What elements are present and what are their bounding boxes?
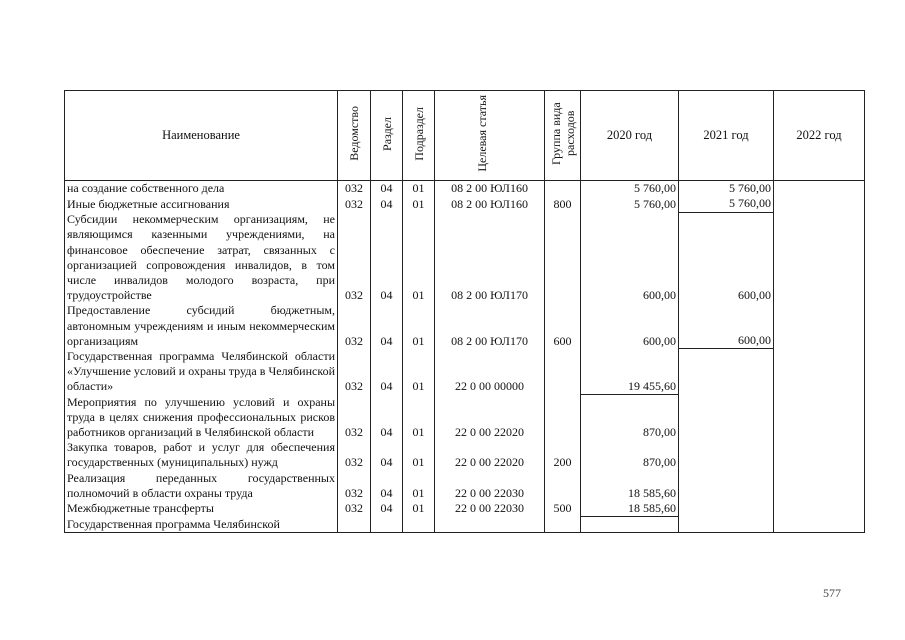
header-subsection: Подраздел — [403, 91, 435, 181]
row-2022 — [774, 303, 865, 349]
row-expense-group: 800 — [545, 196, 581, 212]
row-name: Закупка товаров, работ и услуг для обеспечения государственных (муниципальных) нужд — [65, 440, 338, 470]
row-expense-group — [545, 181, 581, 197]
table-row — [65, 501, 865, 517]
row-department: 032 — [338, 196, 371, 212]
row-department — [338, 517, 371, 533]
row-target-article: 08 2 00 ЮЛ170 — [435, 303, 545, 349]
row-name: на создание собственного дела — [65, 181, 338, 197]
row-subsection: 01 — [403, 395, 435, 441]
row-2022 — [774, 440, 865, 470]
row-section: 04 — [371, 212, 403, 303]
row-target-article: 08 2 00 ЮЛ160 — [435, 196, 545, 212]
row-section: 04 — [371, 349, 403, 395]
row-2020: 870,00 — [581, 440, 679, 470]
table-row — [65, 181, 865, 197]
row-2021: 600,00 — [679, 212, 774, 303]
row-section: 04 — [371, 303, 403, 349]
table-row — [65, 349, 865, 395]
row-2020: 5 760,00 — [581, 181, 679, 197]
table-row — [65, 440, 865, 470]
row-department: 032 — [338, 395, 371, 441]
row-2020: 600,00 — [581, 303, 679, 349]
row-subsection — [403, 517, 435, 533]
row-2021 — [679, 501, 774, 517]
row-section: 04 — [371, 501, 403, 517]
row-2020: 18 585,60 — [581, 471, 679, 501]
row-2022 — [774, 181, 865, 197]
row-department: 032 — [338, 349, 371, 395]
row-name: Предоставление субсидий бюджетным, автономным учреждениям и иным некоммерческим организациям — [65, 303, 338, 349]
row-department: 032 — [338, 181, 371, 197]
row-target-article: 22 0 00 22030 — [435, 471, 545, 501]
row-2020: 870,00 — [581, 395, 679, 441]
row-subsection: 01 — [403, 471, 435, 501]
header-name: Наименование — [65, 91, 338, 181]
row-2022 — [774, 471, 865, 501]
row-name: Реализация переданных государственных полномочий в области охраны труда — [65, 471, 338, 501]
row-2021: 600,00 — [679, 303, 774, 349]
row-expense-group — [545, 349, 581, 395]
row-section: 04 — [371, 181, 403, 197]
row-target-article: 22 0 00 22020 — [435, 395, 545, 441]
header-target-article: Целевая статья — [435, 91, 545, 181]
row-target-article: 08 2 00 ЮЛ170 — [435, 212, 545, 303]
table-row — [65, 395, 865, 441]
row-expense-group: 500 — [545, 501, 581, 517]
row-subsection: 01 — [403, 181, 435, 197]
header-2021: 2021 год — [679, 91, 774, 181]
row-target-article: 22 0 00 00000 — [435, 349, 545, 395]
row-section — [371, 517, 403, 533]
row-2022 — [774, 349, 865, 395]
table-row — [65, 303, 865, 349]
row-subsection: 01 — [403, 303, 435, 349]
row-2021: 5 760,00 — [679, 196, 774, 212]
row-2022 — [774, 196, 865, 212]
row-2020 — [581, 517, 679, 533]
row-target-article: 22 0 00 22030 — [435, 501, 545, 517]
row-expense-group — [545, 395, 581, 441]
row-2021 — [679, 517, 774, 533]
table-row — [65, 212, 865, 303]
row-2021: 5 760,00 — [679, 181, 774, 197]
row-2021 — [679, 440, 774, 470]
row-subsection: 01 — [403, 349, 435, 395]
row-target-article: 22 0 00 22020 — [435, 440, 545, 470]
page-number: 577 — [823, 586, 841, 600]
row-target-article: 08 2 00 ЮЛ160 — [435, 181, 545, 197]
row-department: 032 — [338, 440, 371, 470]
header-row — [65, 91, 865, 181]
row-section: 04 — [371, 440, 403, 470]
row-2020: 18 585,60 — [581, 501, 679, 517]
row-department: 032 — [338, 471, 371, 501]
row-expense-group — [545, 517, 581, 533]
header-department: Ведомство — [338, 91, 371, 181]
row-name: Государственная программа Челябинской области «Улучшение условий и охраны труда в Челябинской области» — [65, 349, 338, 395]
header-2022: 2022 год — [774, 91, 865, 181]
header-expense-group: Группа вида расходов — [545, 91, 581, 181]
row-section: 04 — [371, 471, 403, 501]
row-2021 — [679, 395, 774, 441]
row-department: 032 — [338, 212, 371, 303]
row-2022 — [774, 517, 865, 533]
table-row — [65, 471, 865, 501]
table-row — [65, 196, 865, 212]
row-subsection: 01 — [403, 440, 435, 470]
row-2022 — [774, 395, 865, 441]
header-2020: 2020 год — [581, 91, 679, 181]
header-section: Раздел — [371, 91, 403, 181]
row-name: Государственная программа Челябинской — [65, 517, 338, 533]
row-2020: 19 455,60 — [581, 349, 679, 395]
row-2022 — [774, 212, 865, 303]
row-subsection: 01 — [403, 501, 435, 517]
row-name: Иные бюджетные ассигнования — [65, 196, 338, 212]
budget-table — [64, 90, 865, 533]
row-2020: 5 760,00 — [581, 196, 679, 212]
row-2021 — [679, 349, 774, 395]
row-expense-group: 200 — [545, 440, 581, 470]
row-name: Субсидии некоммерческим организациям, не являющимся казенными учреждениями, на финансовое обеспечение затрат, связанных с организацией сопровождения инвалидов, в том числе инвалидов молодого возраста, при трудоустройстве — [65, 212, 338, 303]
row-2021 — [679, 471, 774, 501]
row-2020: 600,00 — [581, 212, 679, 303]
row-name: Межбюджетные трансферты — [65, 501, 338, 517]
row-section: 04 — [371, 395, 403, 441]
row-subsection: 01 — [403, 212, 435, 303]
row-target-article — [435, 517, 545, 533]
row-section: 04 — [371, 196, 403, 212]
row-expense-group — [545, 212, 581, 303]
row-expense-group: 600 — [545, 303, 581, 349]
row-subsection: 01 — [403, 196, 435, 212]
table-row — [65, 517, 865, 533]
row-expense-group — [545, 471, 581, 501]
row-2022 — [774, 501, 865, 517]
row-name: Мероприятия по улучшению условий и охраны труда в целях снижения профессиональных рисков работников организаций в Челябинской области — [65, 395, 338, 441]
row-department: 032 — [338, 501, 371, 517]
row-department: 032 — [338, 303, 371, 349]
